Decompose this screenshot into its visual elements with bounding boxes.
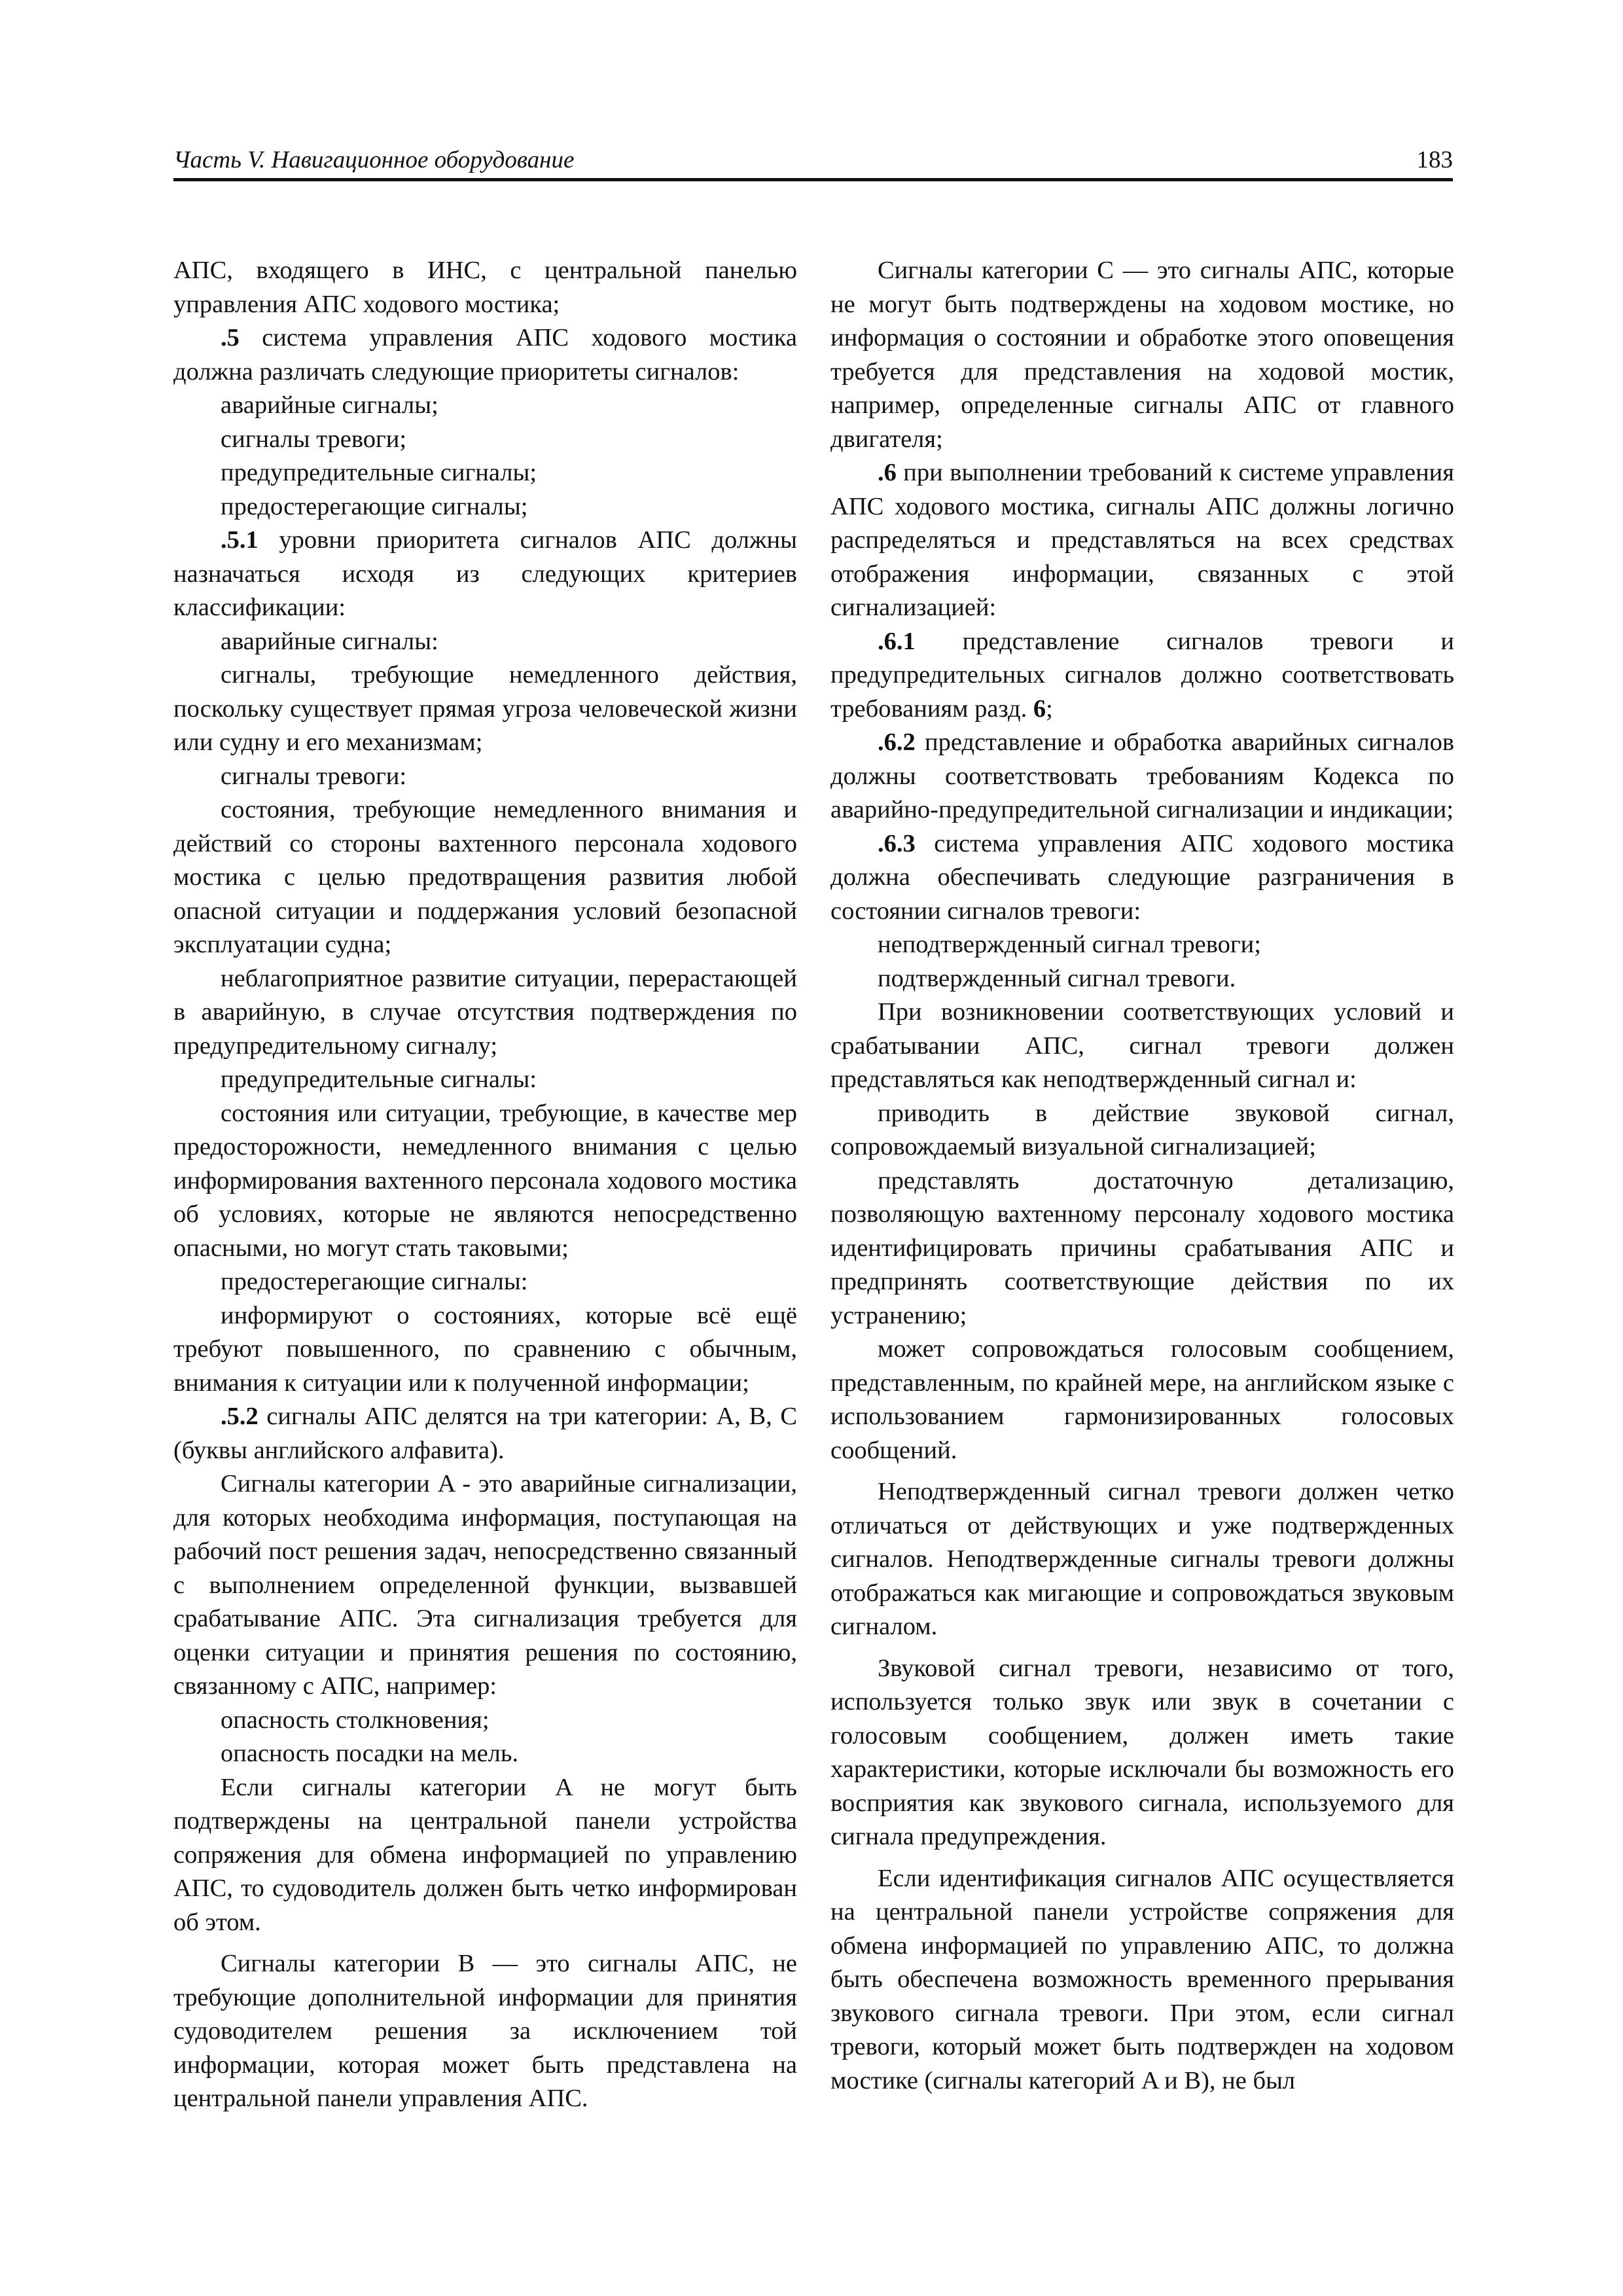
paragraph bbox=[173, 1400, 797, 1467]
paragraph-text: предупредительные сигналы: bbox=[221, 1066, 537, 1093]
paragraph-text: представление сигналов тревоги и предупредительных сигналов должно соответствовать требованиям разд. bbox=[830, 627, 1454, 723]
paragraph bbox=[173, 1299, 797, 1401]
list-item bbox=[173, 423, 797, 457]
paragraph bbox=[830, 1164, 1454, 1333]
paragraph-text: подтвержденный сигнал тревоги. bbox=[878, 964, 1236, 992]
paragraph-text: может сопровождаться голосовым сообщением, представленным, по крайней мере, на английском языке с использованием гармонизированных голосовых сообщений. bbox=[830, 1335, 1454, 1464]
clause-number: .6.3 bbox=[878, 829, 916, 857]
list-item bbox=[830, 928, 1454, 962]
paragraph bbox=[830, 1475, 1454, 1644]
paragraph-text: предостерегающие сигналы; bbox=[221, 492, 528, 520]
paragraph-text: АПС, входящего в ИНС, с центральной панелью управления АПС ходового мостика; bbox=[173, 257, 797, 318]
paragraph-text: аварийные сигналы: bbox=[221, 627, 438, 655]
paragraph-text: неподтвержденный сигнал тревоги; bbox=[878, 931, 1261, 958]
list-item bbox=[173, 456, 797, 490]
clause-number: .5.2 bbox=[221, 1403, 259, 1430]
paragraph-text: сигналы, требующие немедленного действия, поскольку существует прямая угроза человеческой жизни или судну и его механизмам; bbox=[173, 661, 797, 756]
paragraph-text: при выполнении требований к системе управления АПС ходового мостика, сигналы АПС должны логично распределяться и представляться на всех средствах отображения информации, связанных с этой сигнализацией: bbox=[830, 459, 1454, 621]
section-reference: 6 bbox=[1033, 694, 1046, 723]
list-item bbox=[173, 490, 797, 524]
paragraph-text: опасность посадки на мель. bbox=[221, 1740, 519, 1767]
clause-number: .6.2 bbox=[878, 728, 916, 756]
paragraph bbox=[830, 827, 1454, 929]
paragraph bbox=[173, 793, 797, 962]
paragraph bbox=[173, 658, 797, 760]
paragraph-text: система управления АПС ходового мостика должна обеспечивать следующие разграничения в состоянии сигналов тревоги: bbox=[830, 829, 1454, 925]
paragraph bbox=[830, 456, 1454, 625]
header-title: Часть V. Навигационное оборудование bbox=[173, 147, 575, 173]
left-column bbox=[173, 254, 797, 2116]
paragraph-text: Сигналы категории C — это сигналы АПС, которые не могут быть подтверждены на ходовом мостике, но информация о состоянии и обработке этого оповещения требуется для представления на ходовой мостик, например, определенные сигналы АПС от главного двигателя; bbox=[830, 257, 1454, 453]
right-column bbox=[830, 254, 1454, 2098]
list-item bbox=[173, 389, 797, 423]
paragraph-text: аварийные сигналы; bbox=[221, 391, 438, 419]
paragraph-text: Если идентификация сигналов АПС осуществляется на центральной панели устройстве сопряжения для обмена информацией по управлению АПС, то должна быть обеспечена возможность временного прерывания звукового сигнала тревоги. При этом, если сигнал тревоги, который может быть подтвержден на ходовом мостике (сигналы категорий A и B), не был bbox=[830, 1864, 1454, 2094]
paragraph bbox=[830, 726, 1454, 827]
paragraph-text: состояния или ситуации, требующие, в качестве мер предосторожности, немедленного внимания с целью информирования вахтенного персонала ходового мостика об условиях, которые не являются непосредственно опасными, но могут стать таковыми; bbox=[173, 1099, 797, 1262]
list-item bbox=[173, 1704, 797, 1738]
clause-number: .5 bbox=[221, 324, 240, 351]
paragraph bbox=[173, 1947, 797, 2116]
list-item bbox=[173, 760, 797, 794]
list-item bbox=[173, 1063, 797, 1097]
paragraph-text: Звуковой сигнал тревоги, независимо от того, используется только звук или звук в сочетании с голосовым сообщением, должен иметь такие характеристики, которые исключали бы возможность его восприятия как звукового сигнала, используемого для сигнала предупреждения. bbox=[830, 1654, 1454, 1850]
list-item bbox=[173, 1737, 797, 1771]
paragraph-text: При возникновении соответствующих условий и срабатывании АПС, сигнал тревоги должен представляться как неподтвержденный сигнал и: bbox=[830, 998, 1454, 1093]
paragraph-text: состояния, требующие немедленного внимания и действий со стороны вахтенного персонала ходового мостика с целью предотвращения развития любой опасной ситуации и поддержания условий безопасной эксплуатации судна; bbox=[173, 796, 797, 958]
paragraph-text: Сигналы категории B — это сигналы АПС, не требующие дополнительной информации для принятия судоводителем решения за исключением той информации, которая может быть представлена на центральной панели управления АПС. bbox=[173, 1950, 797, 2112]
paragraph-text: Если сигналы категории A не могут быть подтверждены на центральной панели устройства сопряжения для обмена информацией по управлению АПС, то судоводитель должен быть четко информирован об этом. bbox=[173, 1773, 797, 1936]
list-item bbox=[173, 625, 797, 659]
paragraph bbox=[173, 1467, 797, 1704]
paragraph-text: сигналы АПС делятся на три категории: A, B, C (буквы английского алфавита). bbox=[173, 1403, 797, 1464]
paragraph bbox=[830, 625, 1454, 726]
paragraph-tail: ; bbox=[1046, 694, 1053, 723]
paragraph-text: предупредительные сигналы; bbox=[221, 459, 537, 486]
paragraph bbox=[830, 996, 1454, 1097]
paragraph-text: представление и обработка аварийных сигналов должны соответствовать требованиям Кодекса по аварийно-предупредительной сигнализации и индикации; bbox=[830, 728, 1454, 823]
paragraph-text: сигналы тревоги: bbox=[221, 762, 407, 790]
paragraph bbox=[830, 1333, 1454, 1467]
paragraph-text: Неподтвержденный сигнал тревоги должен четко отличаться от действующих и уже подтвержденных сигналов. Неподтвержденные сигналы тревоги должны отображаться как мигающие и сопровождаться звуковым сигналом. bbox=[830, 1478, 1454, 1640]
clause-number: .5.1 bbox=[221, 526, 259, 554]
paragraph-text: предостерегающие сигналы: bbox=[221, 1268, 528, 1295]
clause-number: .6 bbox=[878, 459, 897, 486]
paragraph-text: система управления АПС ходового мостика должна различать следующие приоритеты сигналов: bbox=[173, 324, 797, 386]
paragraph-text: неблагоприятное развитие ситуации, перерастающей в аварийную, в случае отсутствия подтверждения по предупредительному сигналу; bbox=[173, 964, 797, 1060]
list-item bbox=[830, 962, 1454, 996]
page-number: 183 bbox=[1416, 147, 1453, 173]
paragraph-text: уровни приоритета сигналов АПС должны назначаться исходя из следующих критериев классификации: bbox=[173, 526, 797, 621]
paragraph bbox=[830, 1652, 1454, 1854]
paragraph bbox=[830, 1862, 1454, 2098]
paragraph-text: опасность столкновения; bbox=[221, 1706, 490, 1734]
paragraph bbox=[173, 524, 797, 625]
clause-number: .6.1 bbox=[878, 627, 916, 655]
paragraph bbox=[173, 962, 797, 1064]
paragraph bbox=[173, 1771, 797, 1940]
paragraph-text: Сигналы категории A - это аварийные сигнализации, для которых необходима информация, поступающая на рабочий пост решения задач, непосредственно связанный с выполнением определенной функции, вызвавшей срабатывание АПС. Эта сигнализация требуется для оценки ситуации и принятия решения по состоянию, связанному с АПС, например: bbox=[173, 1470, 797, 1700]
paragraph-text: сигналы тревоги; bbox=[221, 425, 407, 453]
paragraph bbox=[173, 254, 797, 321]
paragraph bbox=[830, 1097, 1454, 1164]
running-header bbox=[173, 145, 1453, 181]
paragraph bbox=[173, 1097, 797, 1266]
paragraph-text: информируют о состояниях, которые всё ещё требуют повышенного, по сравнению с обычным, внимания к ситуации или к полученной информации; bbox=[173, 1301, 797, 1397]
list-item bbox=[173, 1265, 797, 1299]
paragraph-text: представлять достаточную детализацию, позволяющую вахтенному персоналу ходового мостика идентифицировать причины срабатывания АПС и предпринять соответствующие действия по их устранению; bbox=[830, 1166, 1454, 1329]
paragraph-text: приводить в действие звуковой сигнал, сопровождаемый визуальной сигнализацией; bbox=[830, 1099, 1454, 1160]
paragraph bbox=[830, 254, 1454, 456]
paragraph bbox=[173, 321, 797, 389]
